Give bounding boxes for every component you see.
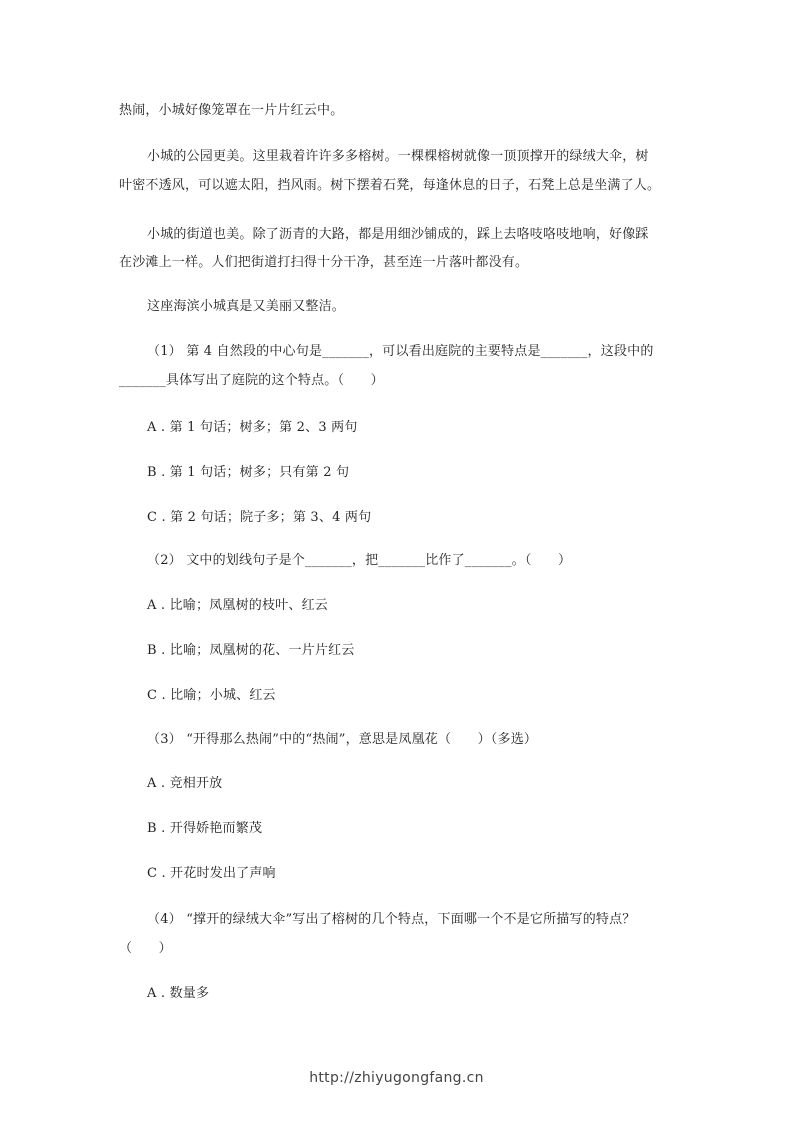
passage-line: 这座海滨小城真是又美丽又整洁。	[147, 299, 346, 314]
question-stem: （3） “开得那么热闹”中的“热闹”，意思是凤凰花（ ）（多选）	[147, 732, 538, 747]
passage-line: 小城的街道也美。除了沥青的大路，都是用细沙铺成的，踩上去咯吱咯吱地响，好像踩	[147, 227, 649, 242]
answer-option: A . 第 1 句话；树多；第 2、3 两句	[147, 420, 358, 435]
passage-line: 小城的公园更美。这里栽着许许多多榕树。一棵棵榕树就像一顶顶撑开的绿绒大伞，树	[147, 149, 649, 164]
answer-option: A . 竞相开放	[147, 776, 223, 791]
answer-option: A . 数量多	[147, 986, 210, 1001]
question-stem: （1） 第 4 自然段的中心句是_______，可以看出庭院的主要特点是_______，这段中的	[147, 344, 654, 359]
answer-option: A . 比喻；凤凰树的枝叶、红云	[147, 598, 328, 613]
passage-line: 热闹，小城好像笼罩在一片片红云中。	[119, 103, 344, 118]
question-stem: （2） 文中的划线句子是个_______，把_______比作了_______。（ ）	[147, 553, 572, 568]
question-stem: _______具体写出了庭院的这个特点。（ ）	[119, 373, 384, 388]
passage-line: 叶密不透风，可以遮太阳，挡风雨。树下摆着石凳，每逢休息的日子，石凳上总是坐满了人。	[119, 178, 661, 193]
passage-line: 在沙滩上一样。人们把街道打扫得十分干净，甚至连一片落叶都没有。	[119, 255, 529, 270]
answer-option: B . 比喻；凤凰树的花、一片片红云	[147, 643, 355, 658]
footer-url: http://zhiyugongfang.cn	[309, 1070, 484, 1086]
answer-option: C . 第 2 句话；院子多；第 3、4 两句	[147, 510, 372, 525]
answer-option: B . 开得娇艳而繁茂	[147, 821, 263, 836]
question-stem: （ ）	[119, 941, 172, 956]
answer-option: C . 开花时发出了声响	[147, 866, 276, 881]
answer-option: C . 比喻；小城、红云	[147, 688, 276, 703]
question-stem: （4） “撑开的绿绒大伞”写出了榕树的几个特点，下面哪一个不是它所描写的特点？	[147, 912, 636, 927]
answer-option: B . 第 1 句话；树多；只有第 2 句	[147, 465, 350, 480]
